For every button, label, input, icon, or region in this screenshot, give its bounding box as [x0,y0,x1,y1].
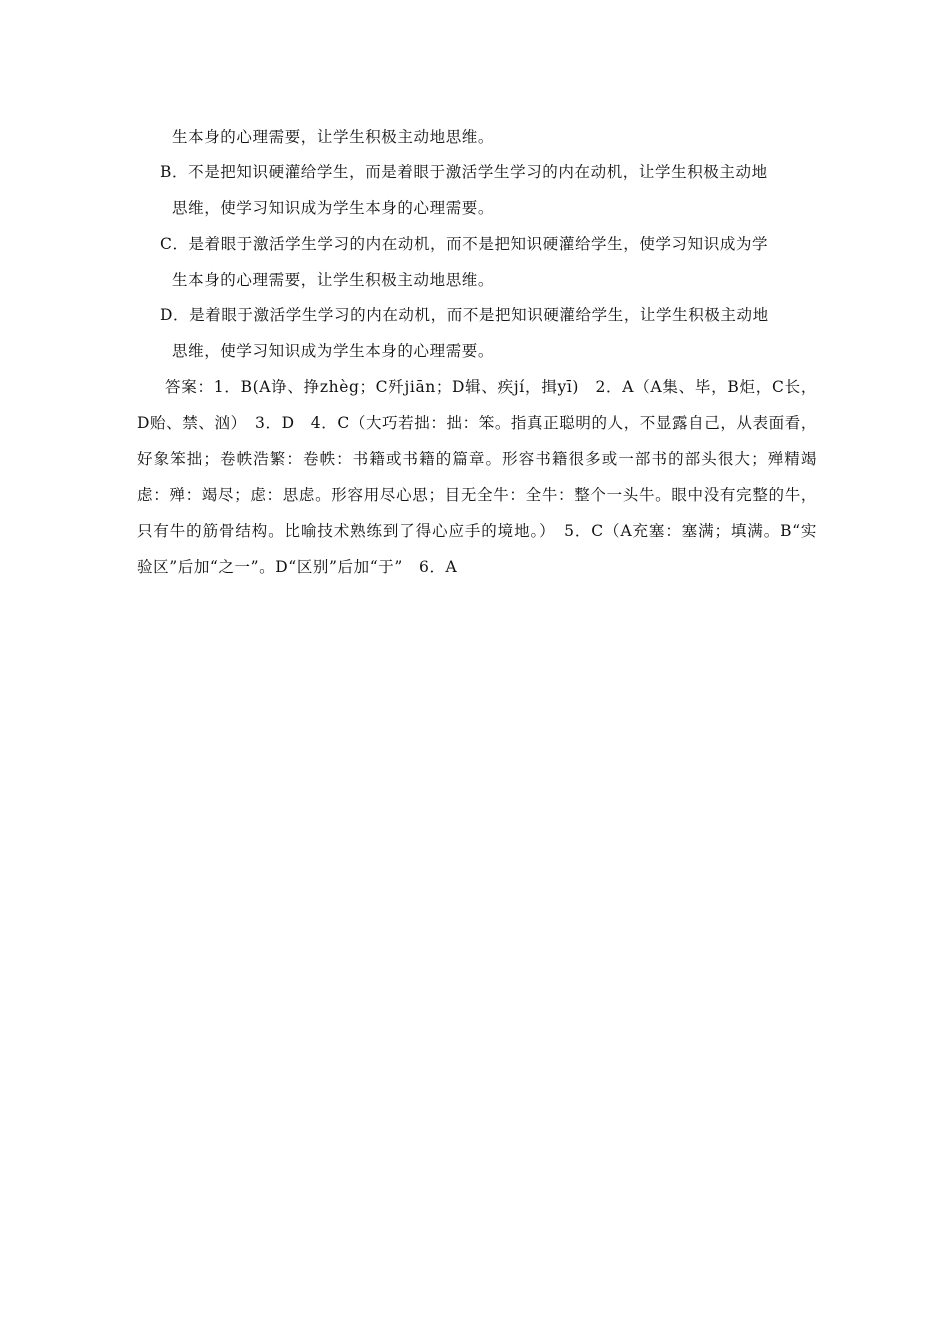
option-c-line-2: 生本身的心理需要，让学生积极主动地思维。 [172,271,495,289]
option-d-line-2: 思维，使学习知识成为学生本身的心理需要。 [172,342,495,360]
option-d-line-1: D．是着眼于激活学生学习的内在动机，而不是把知识硬灌给学生，让学生积极主动地 [160,306,769,324]
option-c-line-1: C．是着眼于激活学生学习的内在动机，而不是把知识硬灌给学生，使学习知识成为学 [160,235,769,253]
option-b-line-1: B．不是把知识硬灌给学生，而是着眼于激活学生学习的内在动机，让学生积极主动地 [160,163,768,181]
option-a-continuation: 生本身的心理需要，让学生积极主动地思维。 [172,128,495,146]
option-b-line-2: 思维，使学习知识成为学生本身的心理需要。 [172,199,495,217]
answer-key-paragraph: 答案：1．B(A诤、挣zhèg；C歼jiān；D辑、疾jí，揖yī) 2．A（A集、毕，B炬，C长，D贻、禁、汹） 3．D 4．C（大巧若拙：拙：笨。指真正聪明的人，不显露自己，从表面看，好象笨拙；卷帙浩繁：卷帙：书籍或书籍的篇章。形容书籍很多或一部书的部头很大；殚精竭虑：殚：竭尽；虑：思虑。形容用尽心思；目无全牛：全牛：整个一头牛。眼中没有完整的牛，只有牛的筋骨结构。比喻技术熟练到了得心应手的境地。） 5．C（A充塞：塞满；填满。B“实验区”后加“之一”。D“区别”后加“于” 6．A [137,378,817,576]
